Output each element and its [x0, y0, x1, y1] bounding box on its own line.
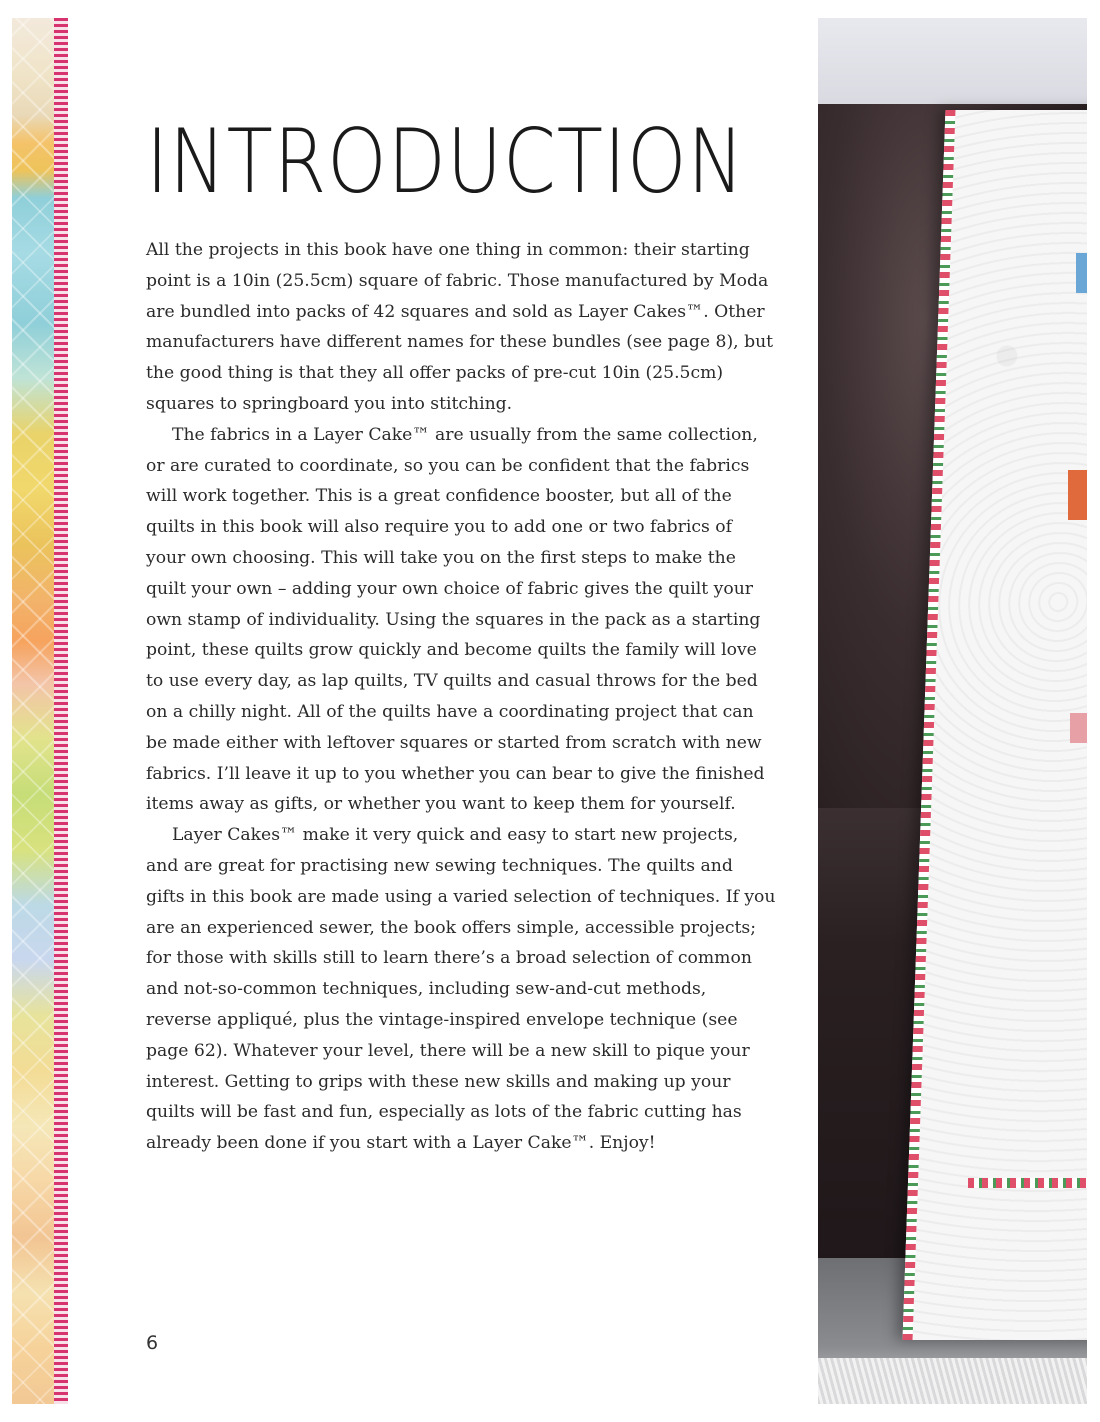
photo-quilt-patch: [1068, 470, 1087, 520]
photo-quilt-bottom-binding: [968, 1178, 1087, 1188]
patchwork-quilt-strip-image: [12, 18, 68, 1404]
paragraph: The fabrics in a Layer Cake™ are usually from the same collection, or are curated to coordinate, so you can be confident that the fabrics will work together. This is a great confidence booster, but all of the quilts in this book will also require you to add one or two fabrics of your own choosing. This will take you on the first steps to make the quilt your own – adding your own choice of fabric gives the quilt your own stamp of individuality. Using the squares in the pack as a starting point, these quilts grow quickly and become quilts the family will love to use every day, as lap quilts, TV quilts and casual throws for the bed on a chilly night. All of the quilts have a coordinating project that can be made either with leftover squares or started from scratch with new fabrics. I’ll leave it up to you whether you can bear to give the finished items away as gifts, or whether you want to keep them for yourself.: [146, 424, 765, 815]
photo-quilt-patch: [1070, 713, 1087, 743]
photo-quilt-patch: [1076, 253, 1087, 293]
page-number: 6: [146, 1332, 159, 1354]
quilt-on-sofa-photo: [818, 18, 1087, 1404]
paragraph: Layer Cakes™ make it very quick and easy to start new projects, and are great for practising new sewing techniques. The quilts and gifts in this book are made using a varied selection of techniques. If you are an experienced sewer, the book offers simple, accessible projects; for those with skills still to learn there’s a broad selection of common and not-so-common techniques, including sew-and-cut methods, reverse appliqué, plus the vintage-inspired envelope technique (see page 62). Whatever your level, there will be a new skill to pique your interest. Getting to grips with these new skills and making up your quilts will be fast and fun, especially as lots of the fabric cutting has already been done if you start with a Layer Cake™. Enjoy!: [146, 825, 776, 1154]
paragraph: All the projects in this book have one thing in common: their starting point is a 10in (25.5cm) square of fabric. Those manufactured by Moda are bundled into packs of 42 squares and sold as Layer Cakes™. Other manufacturers have different names for these bundles (see page 8), but the good thing is that they all offer packs of pre-cut 10in (25.5cm) squares to springboard you into stitching.: [146, 240, 774, 414]
quilt-binding-edge: [54, 18, 68, 1404]
page-title: INTRODUCTION: [146, 110, 745, 213]
photo-rug: [818, 1358, 1087, 1404]
photo-wall: [818, 18, 1087, 118]
introduction-body: [146, 235, 776, 1159]
